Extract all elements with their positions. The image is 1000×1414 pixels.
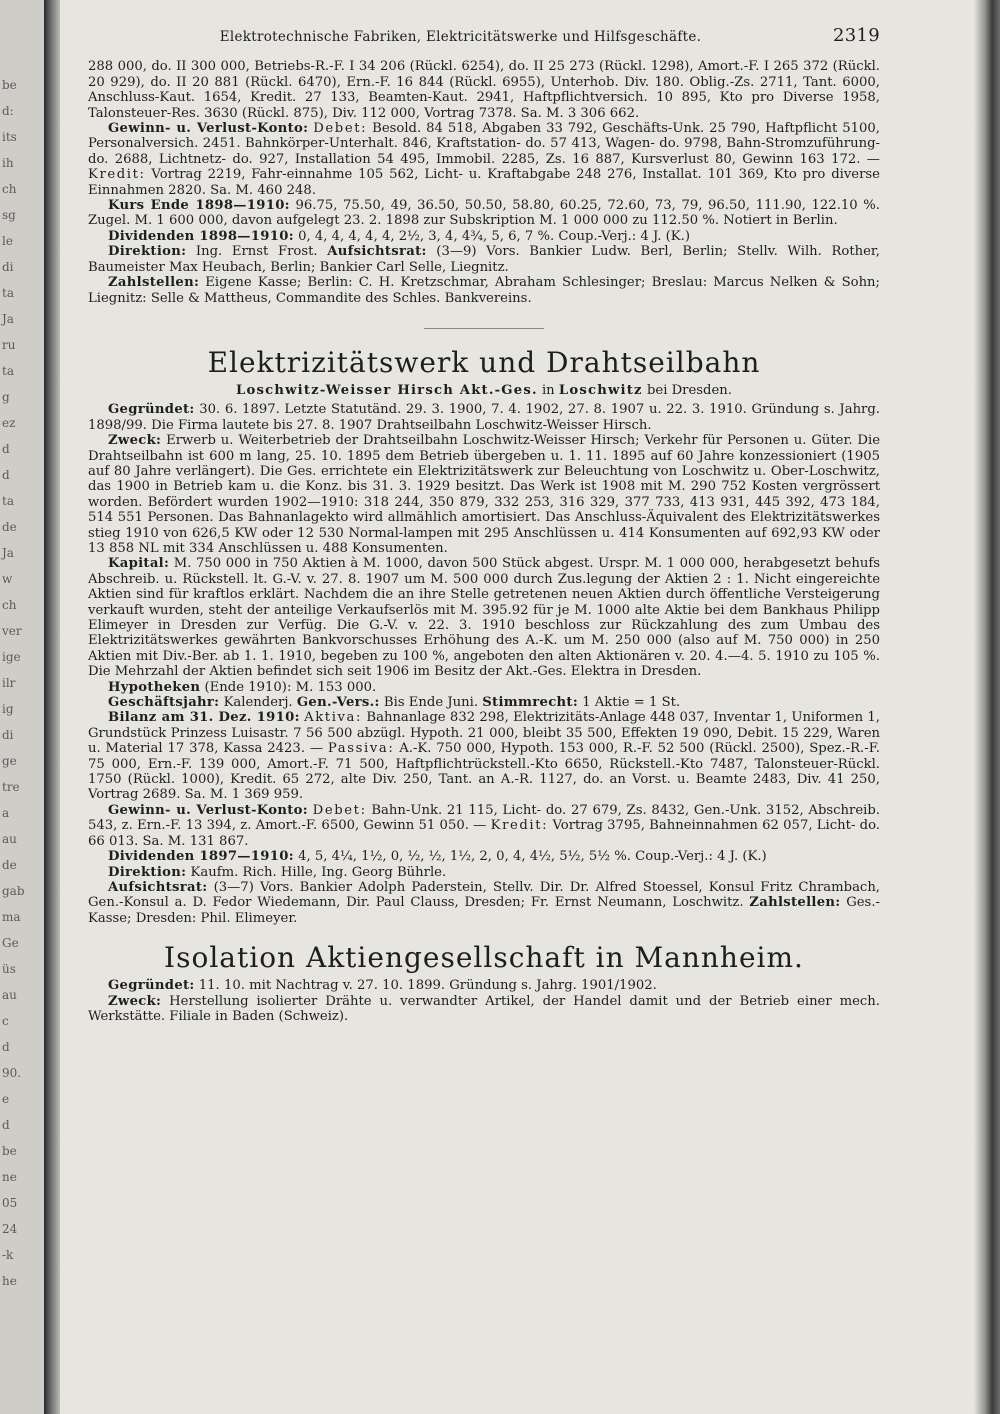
general-meeting-text: Bis Ende Juni. xyxy=(383,695,479,711)
spacer xyxy=(88,926,880,942)
adjacent-page-fragment: d xyxy=(2,442,10,456)
section-label: Hypotheken xyxy=(108,679,201,695)
adjacent-page-fragment: sg xyxy=(2,208,16,222)
page-edge xyxy=(974,0,1000,1414)
adjacent-page-fragment: Ja xyxy=(2,312,14,326)
adjacent-page-fragment: ru xyxy=(2,338,16,352)
credit-label: Kredit: xyxy=(490,818,549,834)
section-label: Zweck: xyxy=(108,433,162,449)
profit-loss-text-2: Vortrag 2219, Fahr-einnahme 105 562, Licht- u. Kraftabgabe 248 276, Installat. 101 369, Kto pro diverse Einnahmen 2820. Sa. M. 460 248. xyxy=(88,167,880,198)
adjacent-page-fragment: ver xyxy=(2,624,22,638)
adjacent-page-fragment: be xyxy=(2,1144,17,1158)
adjacent-page-fragment: e xyxy=(2,1092,10,1106)
price-paragraph xyxy=(88,198,880,229)
business-year-paragraph xyxy=(88,695,880,710)
entry-subtitle xyxy=(88,383,880,398)
adjacent-page-fragment: üs xyxy=(2,962,16,976)
purpose-text: Erwerb u. Weiterbetrieb der Drahtseilbahn Loschwitz-Weisser Hirsch; Verkehr für Personen u. Güter. Die Drahtseilbahn ist 600 m lang, 25. 10. 1895 dem Betrieb übergeben u. 1. 11. 1895 auf 60 Jahre konzessioniert (1905 auf 80 Jahre verlängert). Die Ges. errichtete ein Elektrizitätswerk zur Beleuchtung von Loschwitz u. Ober-Loschwitz, das 1900 in Betrieb kam u. die Konz. bis 31. 3. 1929 besitzt. Das Werk ist 1908 mit M. 290 752 Kosten vergrössert worden. Befördert wurden 1902—1910: 318 244, 350 879, 332 253, 316 329, 377 733, 413 931, 445 392, 473 184, 514 551 Personen. Das Bahnanlagekto wird allmählich amortisiert. Das Anschluss-Äquivalent des Elektrizitätswerkes stieg 1910 von 626,5 KW oder 12 530 Normal-lampen mit 295 Anschlüssen u. 414 Konsumenten auf 692,93 KW oder 13 858 NL mit 334 Anschlüssen u. 488 Konsumenten. xyxy=(88,433,880,556)
section-label: Aufsichtsrat: xyxy=(327,244,427,260)
section-label: Gegründet: xyxy=(108,978,195,994)
section-label: Zahlstellen: xyxy=(108,275,200,291)
credit-label: Kredit: xyxy=(88,167,146,183)
adjacent-page-fragment: its xyxy=(2,130,17,144)
adjacent-page-fragment: Ja xyxy=(2,546,14,560)
founded-paragraph xyxy=(88,978,880,993)
adjacent-page-fragment: he xyxy=(2,1274,17,1288)
paying-agents-text: Ges.-Kasse; Dresden: Phil. Elimeyer. xyxy=(88,895,880,926)
section-label: Kurs Ende 1898—1910: xyxy=(108,198,290,214)
location-suffix: bei Dresden. xyxy=(646,382,732,398)
section-label: Direktion: xyxy=(108,244,187,260)
management-text: Ing. Ernst Frost. xyxy=(195,244,318,260)
credit-text: Vortrag 3795, Bahneinnahmen 62 057, Licht- do. 66 013. Sa. M. 131 867. xyxy=(88,818,880,849)
board-text: (3—9) Vors. Bankier Ludw. Berl, Berlin; Stellv. Wilh. Rother, Baumeister Max Heubach, Berlin; Bankier Carl Selle, Liegnitz. xyxy=(88,244,880,275)
business-year-text: Kalenderj. xyxy=(223,695,293,711)
section-label: Dividenden 1897—1910: xyxy=(108,849,294,865)
assets-text: Bahnanlage 832 298, Elektrizitäts-Anlage 448 037, Inventar 1, Uniformen 1, Grundstück Prinzess Luisastr. 7 56 500 abzügl. Hypoth. 21 000, bleibt 35 500, Effekten 19 090, Debit. 15 229, Waren u. Material 17 378, Kassa 2423. — xyxy=(88,710,880,757)
adjacent-page-fragment: au xyxy=(2,832,17,846)
dividend-paragraph xyxy=(88,229,880,244)
adjacent-page-fragment: ne xyxy=(2,1170,17,1184)
debit-label: Debet: xyxy=(313,121,368,137)
location: Loschwitz xyxy=(558,382,643,398)
mortgage-paragraph xyxy=(88,680,880,695)
purpose-paragraph xyxy=(88,994,880,1025)
section-label: Bilanz am 31. Dez. 1910: xyxy=(108,710,300,726)
founded-text: 30. 6. 1897. Letzte Statutänd. 29. 3. 1900, 7. 4. 1902, 27. 8. 1907 u. 22. 3. 1910. Gründung s. Jahrg. 1898/99. Die Firma lautete bis 27. 8. 1907 Drahtseilbahn Loschwitz-Weisser Hirsch. xyxy=(88,402,880,433)
entry-title: Elektrizitätswerk und Drahtseilbahn xyxy=(207,345,761,379)
capital-paragraph xyxy=(88,556,880,679)
debit-text: Bahn-Unk. 21 115, Licht- do. 27 679, Zs. 8432, Gen.-Unk. 3152, Abschreib. 543, z. Ern.-F. 13 394, z. Amort.-F. 6500, Gewinn 51 050. — xyxy=(88,802,880,834)
adjacent-page-fragment: w xyxy=(2,572,13,586)
adjacent-page-fragment: d: xyxy=(2,104,14,118)
adjacent-page-fragment: ch xyxy=(2,598,17,612)
voting-right-text: 1 Aktie = 1 St. xyxy=(582,695,681,711)
adjacent-page-fragment: g xyxy=(2,390,10,404)
paying-agents-text: Eigene Kasse; Berlin: C. H. Kretzschmar, Abraham Schlesinger; Breslau: Marcus Nelken & Sohn; Liegnitz: Selle & Mattheus, Commandite des Schles. Bankvereins. xyxy=(88,275,880,306)
adjacent-page-fragment: de xyxy=(2,520,17,534)
adjacent-page-fragment: c xyxy=(2,1014,9,1028)
adjacent-page-fragment: d xyxy=(2,1118,10,1132)
section-label: Stimmrecht: xyxy=(482,695,578,711)
board-paragraph xyxy=(88,880,880,926)
adjacent-page-fragment: tre xyxy=(2,780,20,794)
section-label: Zahlstellen: xyxy=(749,895,841,911)
adjacent-page-fragment: di xyxy=(2,728,14,742)
management-paragraph xyxy=(88,244,880,275)
section-label: Gewinn- u. Verlust-Konto: xyxy=(108,121,309,137)
firm-name: Loschwitz-Weisser Hirsch Akt.-Ges. xyxy=(236,382,538,398)
adjacent-page-fragment: ez xyxy=(2,416,16,430)
adjacent-page-fragment: ta xyxy=(2,494,14,508)
dividend-text: 0, 4, 4, 4, 4, 4, 2½, 3, 4, 4¾, 5, 6, 7 %. Coup.-Verj.: 4 J. (K.) xyxy=(298,228,690,244)
balance-paragraph xyxy=(88,710,880,802)
adjacent-page-fragment: 90. xyxy=(2,1066,22,1080)
running-title: Elektrotechnische Fabriken, Elektricitätswerke und Hilfsgeschäfte. xyxy=(219,29,702,45)
adjacent-page-fragment: -k xyxy=(2,1248,14,1262)
purpose-text: Herstellung isolierter Drähte u. verwandter Artikel, der Handel damit und der Betrieb einer mech. Werkstätte. Filiale in Baden (Schweiz). xyxy=(88,993,880,1024)
adjacent-page-fragment: de xyxy=(2,858,17,872)
section-label: Aufsichtsrat: xyxy=(108,879,208,895)
adjacent-page-fragment: Ge xyxy=(2,936,19,950)
founded-text: 11. 10. mit Nachtrag v. 27. 10. 1899. Gründung s. Jahrg. 1901/1902. xyxy=(198,978,657,994)
document-page xyxy=(60,0,974,1414)
profit-loss-paragraph xyxy=(88,121,880,198)
liabilities-label: Passiva: xyxy=(327,741,395,757)
adjacent-page-strip xyxy=(0,0,44,1414)
liabilities-text: A.-K. 750 000, Hypoth. 153 000, R.-F. 52 500 (Rückl. 2500), Spez.-R.-F. 75 000, Ern.-F. 139 000, Amort.-F. 71 500, Haftpflichtrückstell.-Kto 6650, Rückstell.-Kto 7487, Talonsteuer-Rückl. 1750 (Rückl. 1000), Kredit. 65 272, alte Div. 250, Tant. an A.-R. 1127, do. an Vorst. u. Beamte 2483, Div. 41 250, Vortrag 2689. Sa. M. 1 369 959. xyxy=(88,741,880,803)
management-text: Kaufm. Rich. Hille, Ing. Georg Bührle. xyxy=(190,864,447,880)
section-label: Gen.-Vers.: xyxy=(296,695,380,711)
adjacent-page-fragment: ch xyxy=(2,182,17,196)
adjacent-page-fragment: ig xyxy=(2,702,14,716)
adjacent-page-fragment: le xyxy=(2,234,13,248)
location-prefix: in xyxy=(541,382,555,398)
adjacent-page-fragment: di xyxy=(2,260,14,274)
profit-loss-paragraph xyxy=(88,803,880,849)
adjacent-page-fragment: au xyxy=(2,988,17,1002)
page-content xyxy=(88,25,880,1024)
adjacent-page-fragment: gab xyxy=(2,884,25,898)
section-label: Gewinn- u. Verlust-Konto: xyxy=(108,802,308,818)
paying-agents-paragraph xyxy=(88,275,880,306)
section-label: Dividenden 1898—1910: xyxy=(108,228,294,244)
section-label: Geschäftsjahr: xyxy=(108,695,220,711)
separator-rule xyxy=(424,328,544,329)
section-label: Zweck: xyxy=(108,993,162,1009)
debit-label: Debet: xyxy=(312,802,367,818)
adjacent-page-fragment: ta xyxy=(2,364,14,378)
entry-title: Isolation Aktiengesellschaft in Mannheim. xyxy=(164,941,804,975)
page-number: 2319 xyxy=(832,25,880,46)
dividend-paragraph xyxy=(88,849,880,864)
founded-paragraph xyxy=(88,402,880,433)
balance-continuation: 288 000, do. II 300 000, Betriebs-R.-F. I 34 206 (Rückl. 6254), do. II 25 273 (Rückl. 1298), Amort.-F. I 265 372 (Rückl. 20 929), do. II 20 881 (Rückl. 6470), Ern.-F. 16 844 (Rückl. 6955), Unterhob. Div. 180. Oblig.-Zs. 2711, Tant. 6000, Anschluss-Kaut. 1654, Kredit. 27 133, Beamten-Kaut. 2941, Haftpflichtversich. 10 895, Kto pro Diverse 1958, Talonsteuer-Res. 3630 (Rückl. 875), Div. 112 000, Vortrag 7378. Sa. M. 3 306 662. xyxy=(88,59,880,121)
adjacent-page-fragment: ge xyxy=(2,754,17,768)
adjacent-page-fragment: a xyxy=(2,806,10,820)
capital-text: M. 750 000 in 750 Aktien à M. 1000, davon 500 Stück abgest. Urspr. M. 1 000 000, herabgesetzt behufs Abschreib. u. Rückstell. lt. G.-V. v. 27. 8. 1907 um M. 500 000 durch Zus.legung der Aktien 2 : 1. Nicht eingereichte Aktien sind für kraftlos erklärt. Nachdem die an ihre Stelle getretenen neuen Aktien durch öffentliche Versteigerung verkauft wurden, steht der anteilige Verkaufserlös mit M. 395.92 für je M. 1000 alte Aktie bei dem Bankhaus Philipp Elimeyer in Dresden zur Verfüg. Die G.-V. v. 22. 3. 1910 beschloss zur Rückzahlung des zum Umbau des Elektrizitätswerkes gewährten Bankvorschusses Erhöhung des A.-K. um M. 250 000 (also auf M. 750 000) in 250 Aktien mit Div.-Ber. ab 1. 1. 1910, begeben zu 100 %, angeboten den alten Aktionären v. 20. 4.—4. 5. 1910 zu 105 %. Die Mehrzahl der Aktien befindet sich seit 1906 im Besitz der Akt.-Ges. Elektra in Dresden. xyxy=(88,556,880,680)
section-label: Gegründet: xyxy=(108,402,195,418)
profit-loss-text: Besold. 84 518, Abgaben 33 792, Geschäfts-Unk. 25 790, Haftpflicht 5100, Personalversich. 2451. Bahnkörper-Unterhalt. 846, Kraftstation- do. 57 413, Wagen- do. 9798, Bahn-Stromzuführung- do. 2688, Lichtnetz- do. 927, Installation 54 495, Immobil. 2285, Zs. 16 887, Kursverlust 80, Gewinn 163 172. — xyxy=(88,121,880,167)
adjacent-page-fragment: ih xyxy=(2,156,14,170)
dividend-text: 4, 5, 4¼, 1½, 0, ½, ½, 1½, 2, 0, 4, 4½, 5½, 5½ %. Coup.-Verj.: 4 J. (K.) xyxy=(298,849,767,865)
adjacent-page-fragment: be xyxy=(2,78,17,92)
book-gutter xyxy=(44,0,60,1414)
adjacent-page-fragment: ilr xyxy=(2,676,16,690)
adjacent-page-fragment: d xyxy=(2,1040,10,1054)
adjacent-page-fragment: ige xyxy=(2,650,21,664)
assets-label: Aktiva: xyxy=(304,710,363,726)
adjacent-page-fragment: ta xyxy=(2,286,14,300)
management-paragraph xyxy=(88,865,880,880)
purpose-paragraph xyxy=(88,433,880,556)
adjacent-page-fragment: ma xyxy=(2,910,21,924)
adjacent-page-fragment: d xyxy=(2,468,10,482)
adjacent-page-fragment: 24 xyxy=(2,1222,18,1236)
running-header xyxy=(88,25,880,46)
price-text: 96.75, 75.50, 49, 36.50, 50.50, 58.80, 60.25, 72.60, 73, 79, 96.50, 111.90, 122.10 %. Zugel. M. 1 600 000, davon aufgelegt 23. 2. 1898 zur Subskription M. 1 000 000 zu 112.50 %. Notiert in Berlin. xyxy=(88,198,880,229)
mortgage-text: (Ende 1910): M. 153 000. xyxy=(204,679,377,695)
section-label: Direktion: xyxy=(108,864,187,880)
board-text: (3—7) Vors. Bankier Adolph Paderstein, Stellv. Dir. Dr. Alfred Stoessel, Konsul Fritz Chrambach, Gen.-Konsul a. D. Fedor Wiedemann, Dir. Paul Clauss, Dresden; Fr. Ernst Neumann, Loschwitz. xyxy=(88,879,880,911)
adjacent-page-fragment: 05 xyxy=(2,1196,18,1210)
section-label: Kapital: xyxy=(108,556,170,572)
